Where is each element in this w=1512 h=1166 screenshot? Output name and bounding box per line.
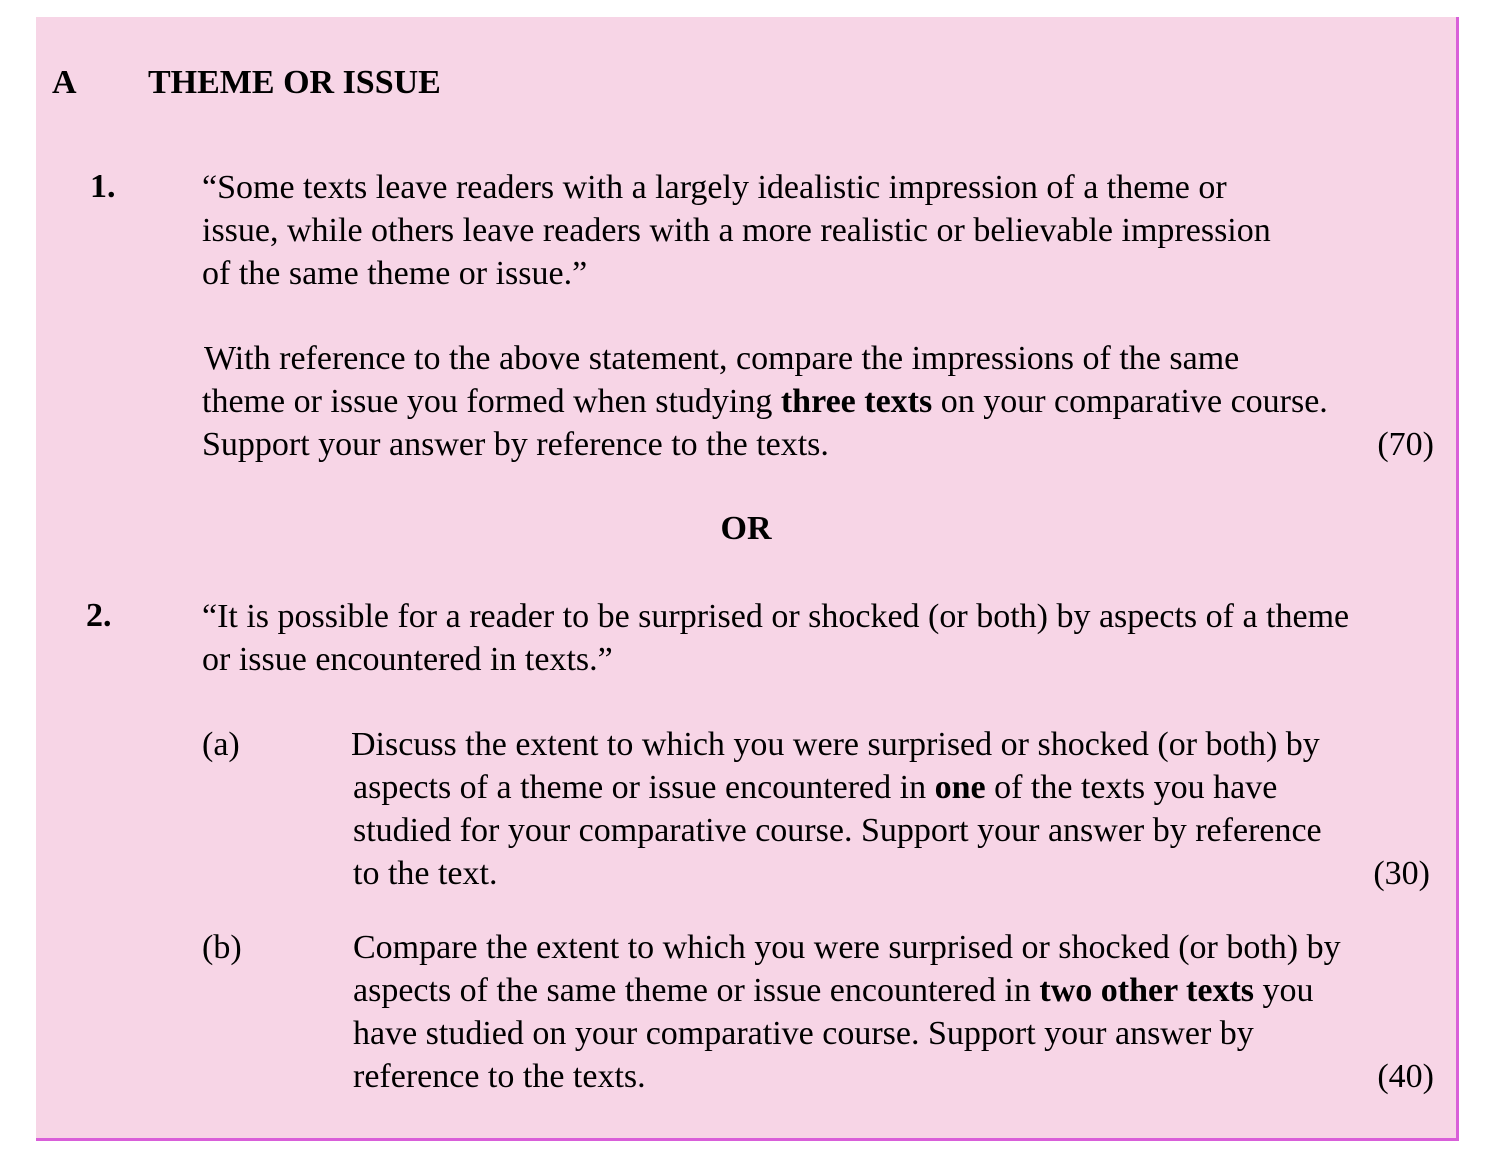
section-title: THEME OR ISSUE (148, 64, 441, 101)
q1-quote-line-2: issue, while others leave readers with a more realistic or believable impression (202, 212, 1271, 249)
question-1-number: 1. (90, 168, 116, 205)
q2-part-b-label: (b) (202, 929, 242, 966)
q2b-line-4: reference to the texts. (353, 1058, 646, 1095)
q1-quote-line-1: “Some texts leave readers with a largely idealistic impression of a theme or (202, 169, 1227, 206)
q2b-marks: (40) (1377, 1058, 1434, 1095)
question-2-number: 2. (86, 597, 112, 634)
q2-part-a-label: (a) (202, 726, 240, 763)
q2a-marks: (30) (1373, 855, 1430, 892)
q1-quote-line-3: of the same theme or issue.” (202, 255, 588, 292)
q2b-line-3: have studied on your comparative course. Support your answer by (353, 1015, 1254, 1052)
exam-panel (36, 17, 1459, 1141)
q2a-emphasis-one: one (934, 769, 986, 806)
section-letter: A (52, 64, 77, 101)
q2a-line-1: Discuss the extent to which you were surprised or shocked (or both) by (351, 726, 1320, 763)
q1-emphasis-three-texts: three texts (780, 383, 933, 420)
q2a-line-4: to the text. (353, 855, 498, 892)
q2a-line-2: aspects of a theme or issue encountered in one of the texts you have (353, 769, 1278, 806)
q2b-emphasis-two-other-texts: two other texts (1039, 972, 1255, 1009)
q1-instruction-line-1: With reference to the above statement, compare the impressions of the same (204, 340, 1240, 377)
q2b-line-2: aspects of the same theme or issue encountered in two other texts you (353, 972, 1314, 1009)
or-separator: OR (720, 510, 772, 547)
q1-marks: (70) (1377, 426, 1434, 463)
q2b-line-1: Compare the extent to which you were surprised or shocked (or both) by (353, 929, 1341, 966)
q2a-line-3: studied for your comparative course. Support your answer by reference (353, 812, 1322, 849)
q2-quote-line-1: “It is possible for a reader to be surprised or shocked (or both) by aspects of a theme (202, 598, 1350, 635)
q1-instruction-line-3: Support your answer by reference to the texts. (202, 426, 829, 463)
q2-quote-line-2: or issue encountered in texts.” (202, 641, 613, 678)
q1-instruction-line-2: theme or issue you formed when studying three texts on your comparative course. (202, 383, 1328, 420)
